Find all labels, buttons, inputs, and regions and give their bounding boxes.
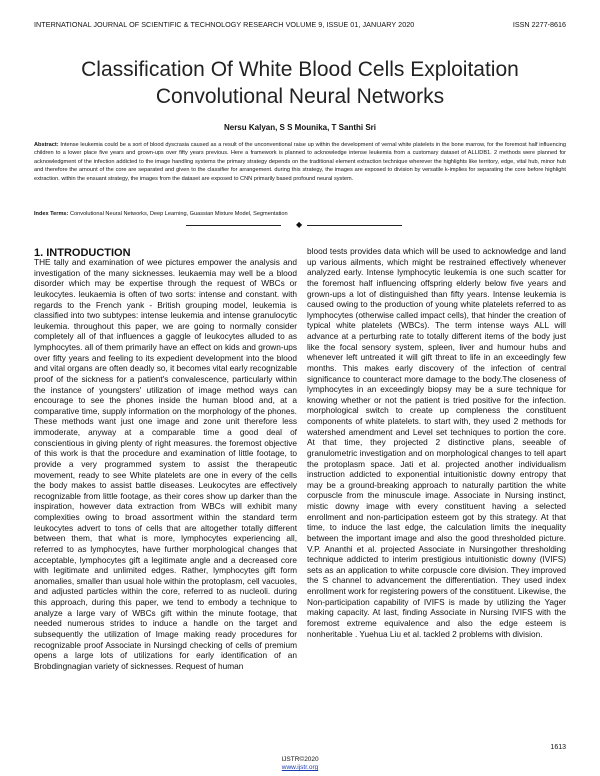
running-header [34, 20, 566, 32]
index-terms-text: Convolutional Neural Networks, Deep Learning, Guassian Mixture Model, Segmentation [69, 211, 288, 217]
section-heading-introduction: 1. INTRODUCTION [34, 247, 131, 259]
diamond-ornament: ◆ [296, 220, 303, 229]
abstract [34, 141, 566, 183]
page-footer [0, 756, 600, 772]
divider-rule-left [186, 225, 281, 226]
body-column-right: blood tests provides data which will be used to acknowledge and land up various ailments, which might be restrained effectively whenever analyzed early. Intense lymphocytic leukemia is one such scatter for the foremost half influencing offspring elderly below five years and grown-ups a lot of distinguished than fifty years. Intense leukemia is caused owing to the production of young white platelets referred to as lymphocytes (otherwise called impact cells), that hinder the creation of typical white platelets (WBCs). The term intense ways ALL will advance at a perturbing rate to totally different items of the body just like the focal sensory system, spleen, liver and humour hubs and whenever left untreated it will gift threat to life in an exceedingly few months. This makes early discovery of the infection of central significance to counteract more damage to the body.The closeness of lymphocytes in an exceedingly biopsy may be a sure technique for knowing whether or not the patient is tried positive for the infection. morphological switch to create up compleness the constituent components of white platelets. to start with, they used 2 methods for watershed amendment and Level set techniques to portion the core. At that time, they projected 2 distinctive plans, seeable of granulometric investigation and on morphological changes to tell apart the protoplasm space. Jati et al. projected another individualism instruction addicted to exponential intuitionistic downy entropy that may be a ground-breaking approach to naturally partition the white corpuscle from the minuscule image. Associate in Nursing instinct, mistic downy image with every constituent having a selected enrollment and non-participation esteem got by this strategy. At that time, to induce the last edge, the calculation limits the inequality between the important image and also the good thresholded picture. V.P. Ananthi et al. projected Associate in Nursingother thresholding technique addicted to interim prestigious intuitionistic downy (IVIFS) sets as an application to white corpuscle core division. They improved the S channel to advancement the differentiation. They used index enrollment work for registering powers of the constituent. Likewise, the Non-participation capability of IVIFS is made by utilizing the Yager making capacity. At last, finding Associate in Nursing IVIFS with the foremost extreme equivalence and also the edge esteem is nonheritable . Yuehua Liu et al. tackled 2 problems with division. [307, 246, 566, 639]
index-terms [34, 210, 566, 218]
body-column-left: THE tally and examination of wee pictures empower the analysis and investigation of the many sicknesses. leukaemia may well be a blood disorder which may be expertise through the request of WBCs or leukocytes. leukaemia is often of two sorts: intense and constant. with regards to the French yank - British grouping model, leukemia is classified into two subtypes: intense leukemia and intense granulocytic leukemia. throughout this paper, we are going to normally consider completely all of that influences a gaggle of leukocytes alluded to as lymphocytes. all of them primarily have an effect on kids and grown-ups over fifty years and feeling to its expedient development into the blood and vital organs are often deadly so, it becomes vital early recognizable proof of the sickness for a patient's convalescence, particularly within the instance of youngsters' utilization of image method ways can encourage to see the phones inside the human blood and, at a comparative time, supply information on the morphology of the phones. These methods want just one image and zone unit therefore less immoderate, anyway at a comparable time a good deal of conscientious in giving plenty of right measures. the foremost objective of this work is that the procedure and examination of little footage, to provide a very programmed system to assist the therapeutic movement, ready to see White platelets are one in every of the cells the body makes to assist battle diseases. Leukocytes are effectively recognizable from little footage, as their cores show up darker than the inspiration, however data extraction from WBCs will exhibit many complexities owing to broad assortment within the standard term leukocytes advert to tons of cells that are altogether totally different between them, that what is more, lymphocytes experiencing all, referred to as lymphocytes, have further morphological changes that acceptable, lymphocytes gift a legitimate angle and a decreased core with legitimate and unlimited edges. Rather, lymphocytes gift form anomalies, smaller than usual hole within the protoplasm, cell vacuoles, and adjusted particles within the core, referred to as nucleoli. during this approach, during this paper, we tend to embody a technique to analyze a large vary of WBCs gift within the minute footage, that needed numerous strides to induce a handle on the target and subsequently the utilization of Image making ready procedures for recognizable proof Associate in Nursingd checking of cells of premium opens a large lots of utilizations for early identification of an Brobdingnagian variety of sicknesses. Request of human [34, 257, 297, 671]
abstract-text: Intense leukemia could be a sort of blood dyscrasia caused as a result of the unconventional raise up within the development of vernal white platelets in the bone marrow, for the foremost half influencing children to a lower place five years and grown-ups over fifty years previous. Here a framework is planned to acknowledge intense leukemia from a customary dataset of ALLIDB1. 2 methods were planned for acknowledgment of the infection addicted to the image handling systems the primary strategy depends on the traditional element extraction technique wherever the highlights like territory, edge, vital hub, minor hub and therefore the amount of the core are separated and given to the classifier for arrangement. during this strategy, the images are exposed to division by versatile k-implies for separating the core before highlight extraction. within the ensuant strategy, the images from the dataset are exposed to CNN primarily based profound neural system. [34, 142, 566, 182]
page-number: 1613 [550, 744, 566, 751]
journal-header: INTERNATIONAL JOURNAL OF SCIENTIFIC & TECHNOLOGY RESEARCH VOLUME 9, ISSUE 01, JANUARY 2020 [34, 20, 415, 29]
paper-title [40, 56, 560, 110]
journal-website-link[interactable]: www.ijstr.org [281, 764, 319, 771]
paper-title-line-2: Convolutional Neural Networks [155, 85, 445, 108]
abstract-label: Abstract: [34, 142, 59, 148]
index-terms-label: Index Terms: [34, 211, 69, 217]
section-divider [0, 220, 600, 230]
issn-label: ISSN 2277-8616 [512, 20, 566, 29]
author-list: Nersu Kalyan, S S Mounika, T Santhi Sri [223, 123, 377, 132]
copyright-code: IJSTR©2020 [281, 756, 319, 763]
paper-title-line-1: Classification Of White Blood Cells Exploitation [81, 58, 519, 81]
divider-rule-right [307, 225, 402, 226]
